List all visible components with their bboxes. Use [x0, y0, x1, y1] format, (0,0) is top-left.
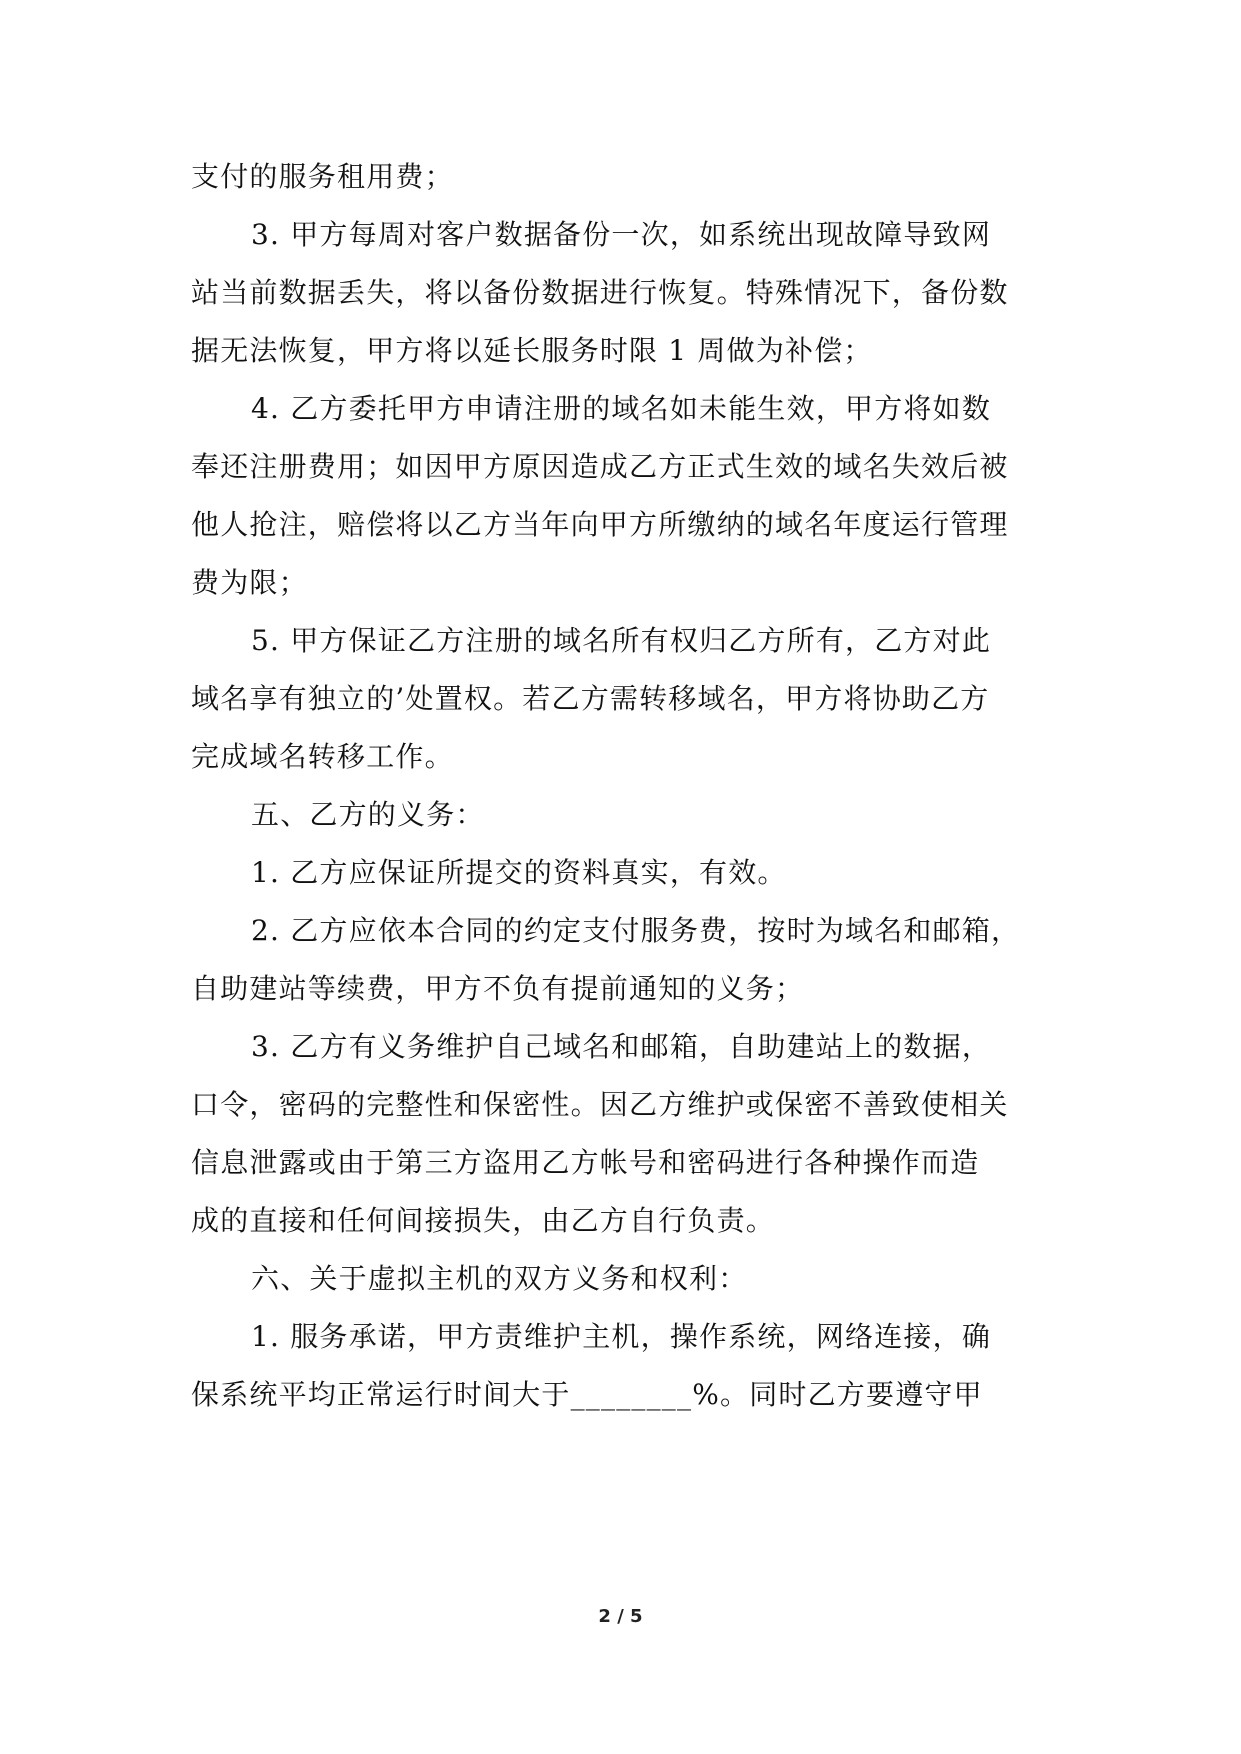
text-line: 保系统平均正常运行时间大于________%。同时乙方要遵守甲 [191, 1378, 983, 1411]
text-line: 域名享有独立的’处置权。若乙方需转移域名，甲方将协助乙方 [191, 682, 990, 715]
text-line: 奉还注册费用；如因甲方原因造成乙方正式生效的域名失效后被 [191, 450, 1009, 483]
text-line: 成的直接和任何间接损失，由乙方自行负责。 [191, 1204, 776, 1237]
text-line: 费为限； [191, 566, 308, 599]
page-number: 2 / 5 [598, 1606, 643, 1627]
text-line: 2. 乙方应依本合同的约定支付服务费，按时为域名和邮箱， [251, 914, 1021, 947]
text-line: 他人抢注，赔偿将以乙方当年向甲方所缴纳的域名年度运行管理 [191, 508, 1009, 541]
text-line: 4. 乙方委托甲方申请注册的域名如未能生效，甲方将如数 [251, 392, 992, 425]
text-line: 支付的服务租用费； [191, 160, 454, 193]
text-line: 1. 乙方应保证所提交的资料真实，有效。 [251, 856, 787, 889]
section-heading: 六、关于虚拟主机的双方义务和权利： [251, 1262, 748, 1295]
text-line: 站当前数据丢失，将以备份数据进行恢复。特殊情况下，备份数 [191, 276, 1009, 309]
text-line: 信息泄露或由于第三方盗用乙方帐号和密码进行各种操作而造 [191, 1146, 980, 1179]
text-line: 3. 乙方有义务维护自己域名和邮箱，自助建站上的数据， [251, 1030, 992, 1063]
text-line: 自助建站等续费，甲方不负有提前通知的义务； [191, 972, 805, 1005]
text-line: 口令，密码的完整性和保密性。因乙方维护或保密不善致使相关 [191, 1088, 1009, 1121]
text-line: 据无法恢复，甲方将以延长服务时限 1 周做为补偿； [191, 334, 873, 367]
section-heading: 五、乙方的义务： [251, 798, 485, 831]
text-line: 1. 服务承诺，甲方责维护主机，操作系统，网络连接，确 [251, 1320, 992, 1353]
text-line: 完成域名转移工作。 [191, 740, 454, 773]
text-line: 5. 甲方保证乙方注册的域名所有权归乙方所有，乙方对此 [251, 624, 992, 657]
text-line: 3. 甲方每周对客户数据备份一次，如系统出现故障导致网 [251, 218, 992, 251]
